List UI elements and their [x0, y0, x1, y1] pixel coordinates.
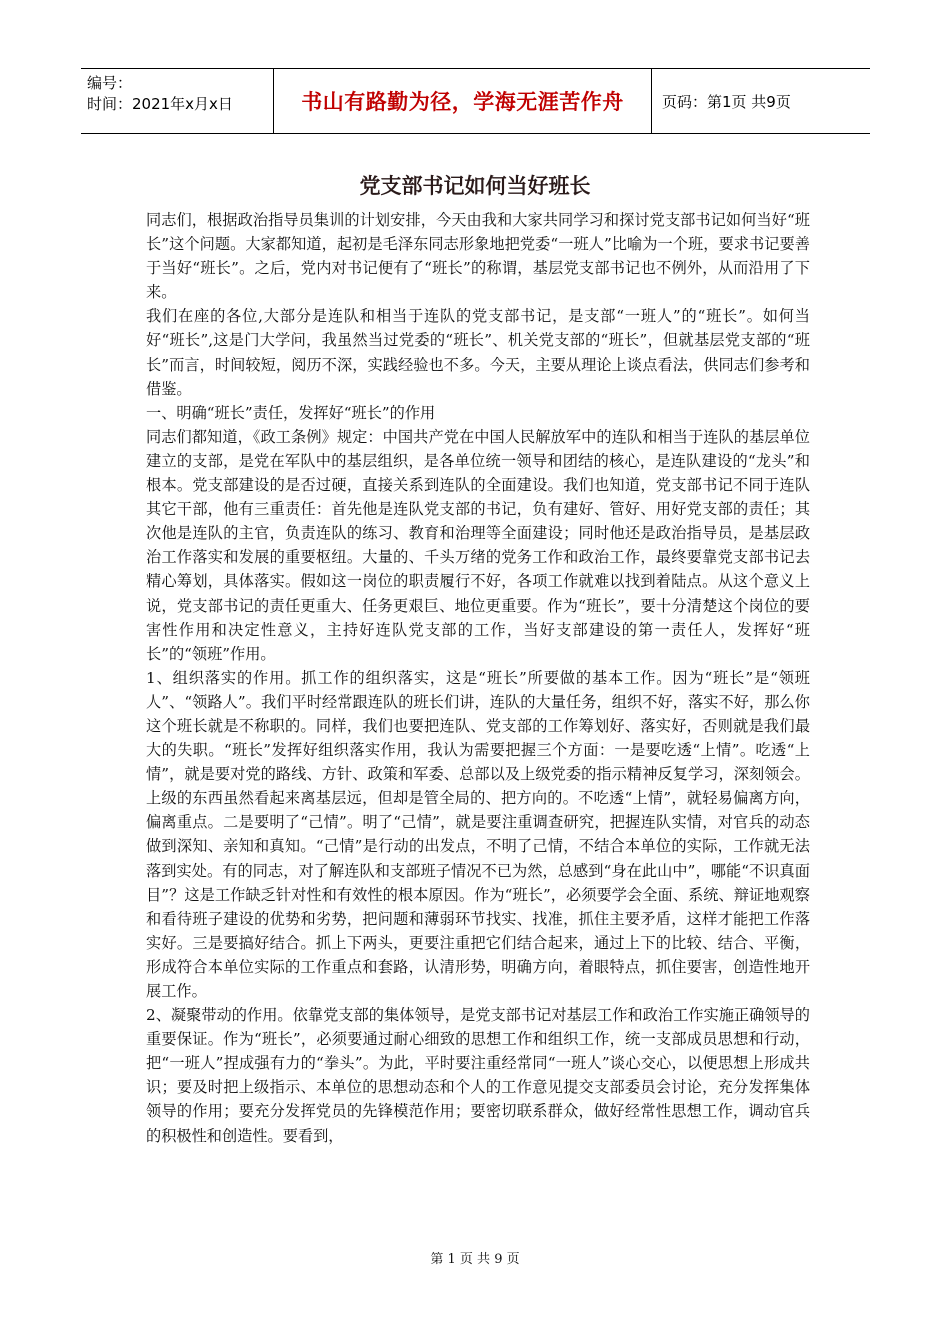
section-heading: 一、明确“班长”责任，发挥好“班长”的作用	[146, 403, 436, 422]
header-motto: 书山有路勤为径，学海无涯苦作舟	[274, 69, 652, 133]
header-page-info: 页码：第1页 共9页	[662, 92, 791, 111]
paragraph: 同志们，根据政治指导员集训的计划安排，今天由我和大家共同学习和探讨党支部书记如何当好“班长”这个问题。大家都知道，起初是毛泽东同志形象地把党委“一班人”比喻为一个班，要求书记要善于当好“班长”。之后，党内对书记便有了“班长”的称谓，基层党支部书记也不例外，从而沿用了下来。	[146, 211, 810, 302]
document-title: 党支部书记如何当好班长	[359, 173, 591, 198]
page-footer: 第 1 页 共 9 页	[430, 1252, 520, 1267]
page-header	[81, 68, 870, 134]
paragraph: 同志们都知道，《政工条例》规定：中国共产党在中国人民解放军中的连队和相当于连队的基层单位建立的支部，是党在军队中的基层组织，是各单位统一领导和团结的核心，是连队建设的“龙头”和根本。党支部建设的是否过硬，直接关系到连队的全面建设。我们也知道，党支部书记不同于连队其它干部，他有三重责任：首先他是连队党支部的书记，负有建好、管好、用好党支部的责任；其次他是连队的主官，负责连队的练习、教育和治理等全面建设；同时他还是政治指导员，是基层政治工作落实和发展的重要枢纽。大量的、千头万绪的党务工作和政治工作，最终要靠党支部书记去精心筹划，具体落实。假如这一岗位的职责履行不好，各项工作就难以找到着陆点。从这个意义上说，党支部书记的责任更重大、任务更艰巨、地位更重要。作为“班长”，要十分清楚这个岗位的要害性作用和决定性意义，主持好连队党支部的工作，当好支部建设的第一责任人，发挥好“班长”的“领班”作用。	[146, 427, 810, 663]
paragraph: 2、凝聚带动的作用。依靠党支部的集体领导，是党支部书记对基层工作和政治工作实施正确领导的重要保证。作为“班长”，必须要通过耐心细致的思想工作和组织工作，统一支部成员思想和行动，把“一班人”捏成强有力的“拳头”。为此，平时要注重经常同“一班人”谈心交心，以便思想上形成共识；要及时把上级指示、本单位的思想动态和个人的工作意见提交支部委员会讨论，充分发挥集体领导的作用；要充分发挥党员的先锋模范作用；要密切联系群众，做好经常性思想工作，调动官兵的积极性和创造性。要看到，	[146, 1006, 810, 1145]
document-date: 时间：2021年x月x日	[87, 95, 233, 113]
document-body	[146, 208, 810, 1148]
paragraph: 我们在座的各位,大部分是连队和相当于连队的党支部书记，是支部“一班人”的“班长”。如何当好“班长”,这是门大学问，我虽然当过党委的“班长”、机关党支部的“班长”，但就基层党支部的“班长”而言，时间较短，阅历不深，实践经验也不多。今天，主要从理论上谈点看法，供同志们参考和借鉴。	[146, 307, 810, 398]
header-meta	[81, 69, 274, 133]
document-number-label: 编号：	[87, 74, 133, 92]
paragraph: 1、组织落实的作用。抓工作的组织落实，这是“班长”所要做的基本工作。因为“班长”是“领班人”、“领路人”。我们平时经常跟连队的班长们讲，连队的大量任务，组织不好，落实不好，那么你这个班长就是不称职的。同样，我们也要把连队、党支部的工作筹划好、落实好，否则就是我们最大的失职。“班长”发挥好组织落实作用，我认为需要把握三个方面：一是要吃透“上情”。吃透“上情”，就是要对党的路线、方针、政策和军委、总部以及上级党委的指示精神反复学习，深刻领会。上级的东西虽然看起来离基层远，但却是管全局的、把方向的。不吃透“上情”，就轻易偏离方向，偏离重点。二是要明了“己情”。明了“己情”，就是要注重调查研究，把握连队实情，对官兵的动态做到深知、亲知和真知。“己情”是行动的出发点，不明了己情，不结合本单位的实际，工作就无法落到实处。有的同志，对了解连队和支部班子情况不已为然，总感到“身在此山中”，哪能“不识真面目”？这是工作缺乏针对性和有效性的根本原因。作为“班长”，必须要学会全面、系统、辩证地观察和看待班子建设的优势和劣势，把问题和薄弱环节找实、找准，抓住主要矛盾，这样才能把工作落实好。三是要搞好结合。抓上下两头，更要注重把它们结合起来，通过上下的比较、结合、平衡，形成符合本单位实际的工作重点和套路，认清形势，明确方向，着眼特点，抓住要害，创造性地开展工作。	[146, 668, 810, 1000]
